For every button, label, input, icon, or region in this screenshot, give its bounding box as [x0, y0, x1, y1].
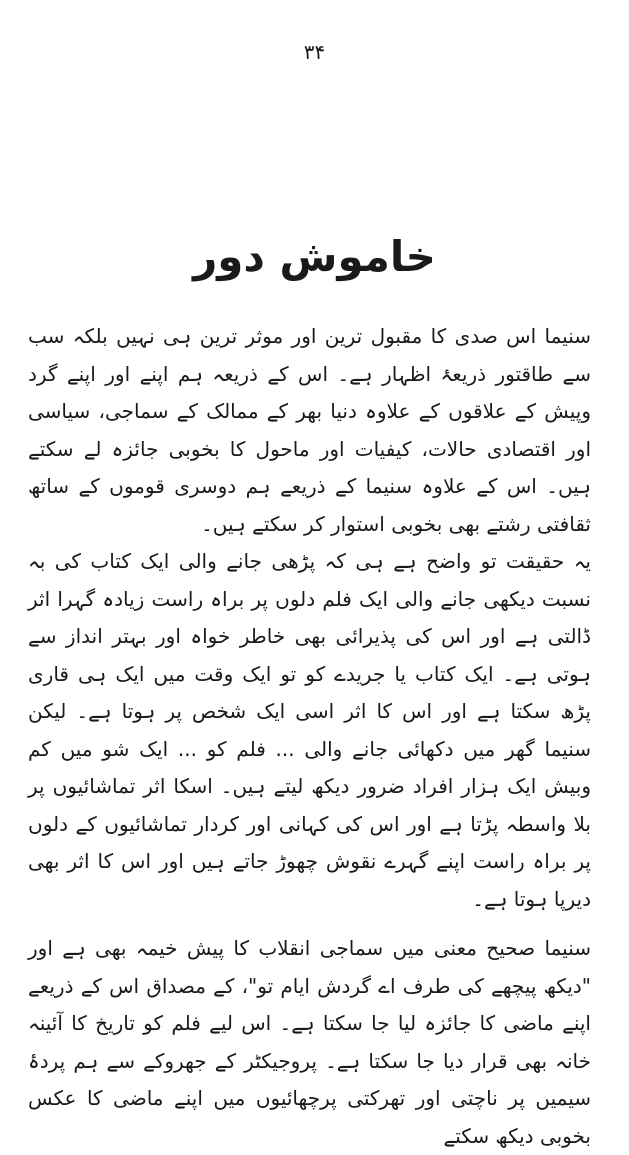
body-text: [28, 318, 591, 1155]
page-number: ۳۴: [303, 40, 326, 64]
paragraph-1: سنیما اس صدی کا مقبول ترین اور موثر ترین ہی نہیں بلکہ سب سے طاقتور ذریعۂ اظہار ہے۔ اس کے ذریعہ ہم اپنے اور اپنے گرد وپیش کے علاقوں کے علاوہ دنیا بھر کے ممالک کے سماجی، سیاسی اور اقتصادی حالات، کیفیات اور ماحول کا بخوبی جائزہ لے سکتے ہیں۔ اس کے علاوہ سنیما کے ذریعے ہم دوسری قوموں کے ساتھ ثقافتی رشتے بھی بخوبی استوار کر سکتے ہیں۔: [28, 324, 591, 536]
chapter-title: خاموش دور: [193, 232, 436, 281]
paragraph-3: سنیما صحیح معنی میں سماجی انقلاب کا پیش خیمہ بھی ہے اور "دیکھ پیچھے کی طرف اے گردش ایام تو"، کے مصداق اس کے ذریعے اپنے ماضی کا جائزہ لیا جا سکتا ہے۔ اس لیے فلم کو تاریخ کا آئینہ خانہ بھی قرار دیا جا سکتا ہے۔ پروجیکٹر کے جھروکے سے ہم پردۂ سیمیں پر ناچتی اور تھرکتی پرچھائیوں میں اپنے ماضی کا عکس بخوبی دیکھ سکتے: [28, 936, 591, 1148]
paragraph-2: یہ حقیقت تو واضح ہے ہی کہ پڑھی جانے والی ایک کتاب کی بہ نسبت دیکھی جانے والی ایک فلم دلوں پر براہ راست زیادہ گہرا اثر ڈالتی ہے اور اس کی پذیرائی بھی خاطر خواہ اور بہتر انداز سے ہوتی ہے۔ ایک کتاب یا جریدے کو تو ایک وقت میں ایک ہی قاری پڑھ سکتا ہے اور اس کا اثر اسی ایک شخص پر ہوتا ہے۔ لیکن سنیما گھر میں دکھائی جانے والی ... فلم کو ... ایک شو میں کم وبیش ایک ہزار افراد ضرور دیکھ لیتے ہیں۔ اسکا اثر تماشائیوں پر بلا واسطہ پڑتا ہے اور اس کی کہانی اور کردار تماشائیوں کے دلوں پر براہ راست اپنے گہرے نقوش چھوڑ جاتے ہیں اور اس کا اثر بھی دیرپا ہوتا ہے۔: [28, 549, 591, 911]
